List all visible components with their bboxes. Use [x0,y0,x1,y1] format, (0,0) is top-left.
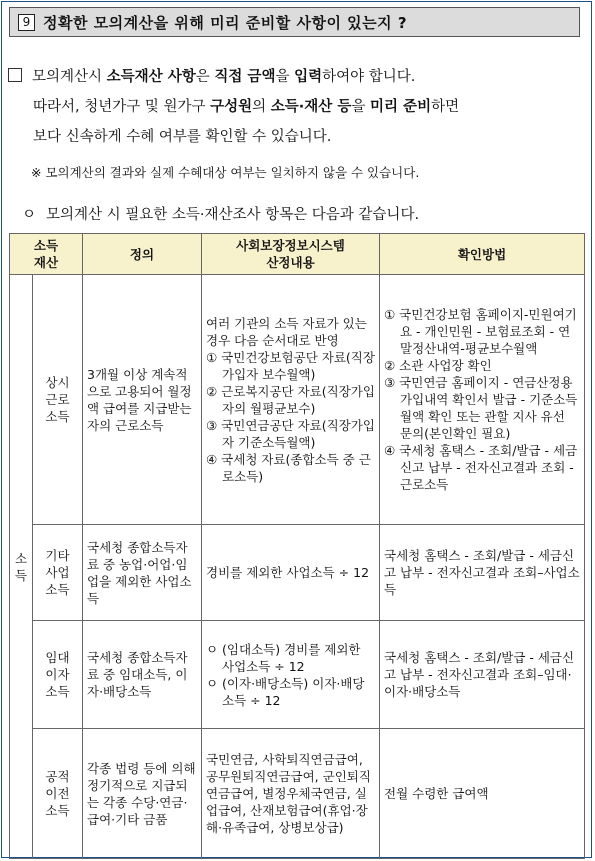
row-definition: 각종 법령 등에 의해 정기적으로 지급되는 각종 수당·연금·급여·기타 금품 [83,729,202,859]
income-table [9,233,585,859]
row-name: 상시 근로 소득 [33,275,83,525]
table-row [10,525,585,621]
system-item: ㅇ (이자·배당소득) 이자·배당소득 ÷ 12 [206,675,365,708]
method-item: ④ 국세청 홈택스 - 조회/발급 - 세금신고 납부 - 전자신고결과 조회 - 근로소득 [384,443,578,492]
intro-line-3: 보다 신속하게 수혜 여부를 확인할 수 있습니다. [33,129,332,145]
row-system: 국민연금, 사학퇴직연금급여, 공무원퇴직연금급여, 군인퇴직연금급여, 별정우체국연금, 실업급여, 산재보험급여(휴업·장해·유족급여, 상병보상급) [202,729,380,859]
section-intro [22,203,419,224]
system-intro: 여러 기관의 소득 자료가 있는 경우 다음 순서대로 반영 [206,315,367,348]
table-row [10,275,585,525]
system-item: ㅇ (임대소득) 경비를 제외한 사업소득 ÷ 12 [206,641,361,674]
intro-text: 을 [351,99,370,115]
bullet-icon: ㅇ [22,207,37,223]
intro-text: 의 [252,99,271,115]
checkbox-icon [8,68,22,82]
row-system: 경비를 제외한 사업소득 ÷ 12 [202,525,380,621]
question-header [9,7,580,37]
row-definition: 국세청 종합소득자료 중 임대소득, 이자·배당소득 [83,621,202,729]
intro-text: 을 [275,69,295,85]
intro-text: 은 [195,69,215,85]
intro-line-1 [8,67,415,87]
table-header-row [10,234,585,275]
system-item: ① 국민건강보험공단 자료(직장가입자 보수월액) [206,349,375,382]
intro-text: 모의계산시 [32,69,107,85]
intro-emphasis: 직접 금액 [214,69,276,85]
question-number: 9 [18,14,35,31]
system-item: ④ 국세청 자료(종합소득 중 근로소득) [206,451,371,484]
question-title: 정확한 모의계산을 위해 미리 준비할 사항이 있는지 ? [43,13,408,32]
row-definition: 3개월 이상 계속적으로 고용되어 월정액 급여를 지급받는 자의 근로소득 [83,275,202,525]
intro-text: 하면 [431,99,460,115]
section-text: 모의계산 시 필요한 소득·재산조사 항목은 다음과 같습니다. [46,207,420,223]
disclaimer-note: ※ 모의계산의 결과와 실제 수혜대상 여부는 일치하지 않을 수 있습니다. [31,165,420,180]
row-system [202,621,380,729]
row-name: 기타 사업 소득 [33,525,83,621]
header-system: 사회보장정보시스템 산정내용 [202,234,380,275]
method-item: ③ 국민연금 홈페이지 - 연금산정용 가입내역 확인서 발급 - 기준소득월액 확인 또는 관할 지사 유선 문의(본인확인 필요) [384,375,578,441]
system-item: ② 근로복지공단 자료(직장가입자의 월평균보수) [206,383,375,416]
row-name: 임대 이자 소득 [33,621,83,729]
header-definition: 정의 [83,234,202,275]
intro-emphasis: 미리 준비 [370,99,432,115]
intro-emphasis: 입력 [294,69,323,85]
intro-text: 하여야 합니다. [322,69,416,85]
intro-emphasis: 소득재산 사항 [106,69,196,85]
group-label-income: 소 득 [10,275,33,859]
row-method [380,275,585,525]
table-row [10,729,585,859]
row-name: 공적 이전 소득 [33,729,83,859]
intro-text: 따라서, 청년가구 및 원가구 [33,99,211,115]
row-method: 전월 수령한 급여액 [380,729,585,859]
header-category: 소득 재산 [10,234,83,275]
intro-emphasis: 소득·재산 등 [270,99,352,115]
header-method: 확인방법 [380,234,585,275]
row-system [202,275,380,525]
system-item: ③ 국민연금공단 자료(직장가입자 기준소득월액) [206,417,375,450]
intro-emphasis: 구성원 [210,99,253,115]
row-method: 국세청 홈택스 - 조회/발급 - 세금신고 납부 - 전자신고결과 조회–임대·이자·배당소득 [380,621,585,729]
row-definition: 국세청 종합소득자료 중 농업·어업·임업을 제외한 사업소득 [83,525,202,621]
table-row [10,621,585,729]
method-item: ② 소관 사업장 확인 [384,358,492,373]
intro-line-2 [33,97,459,117]
method-item: ① 국민건강보험 홈페이지-민원여기요 - 개인민원 - 보험료조회 - 연말정산내역-평균보수월액 [384,307,577,356]
row-method: 국세청 홈택스 - 조회/발급 - 세금신고 납부 - 전자신고결과 조회–사업소득 [380,525,585,621]
